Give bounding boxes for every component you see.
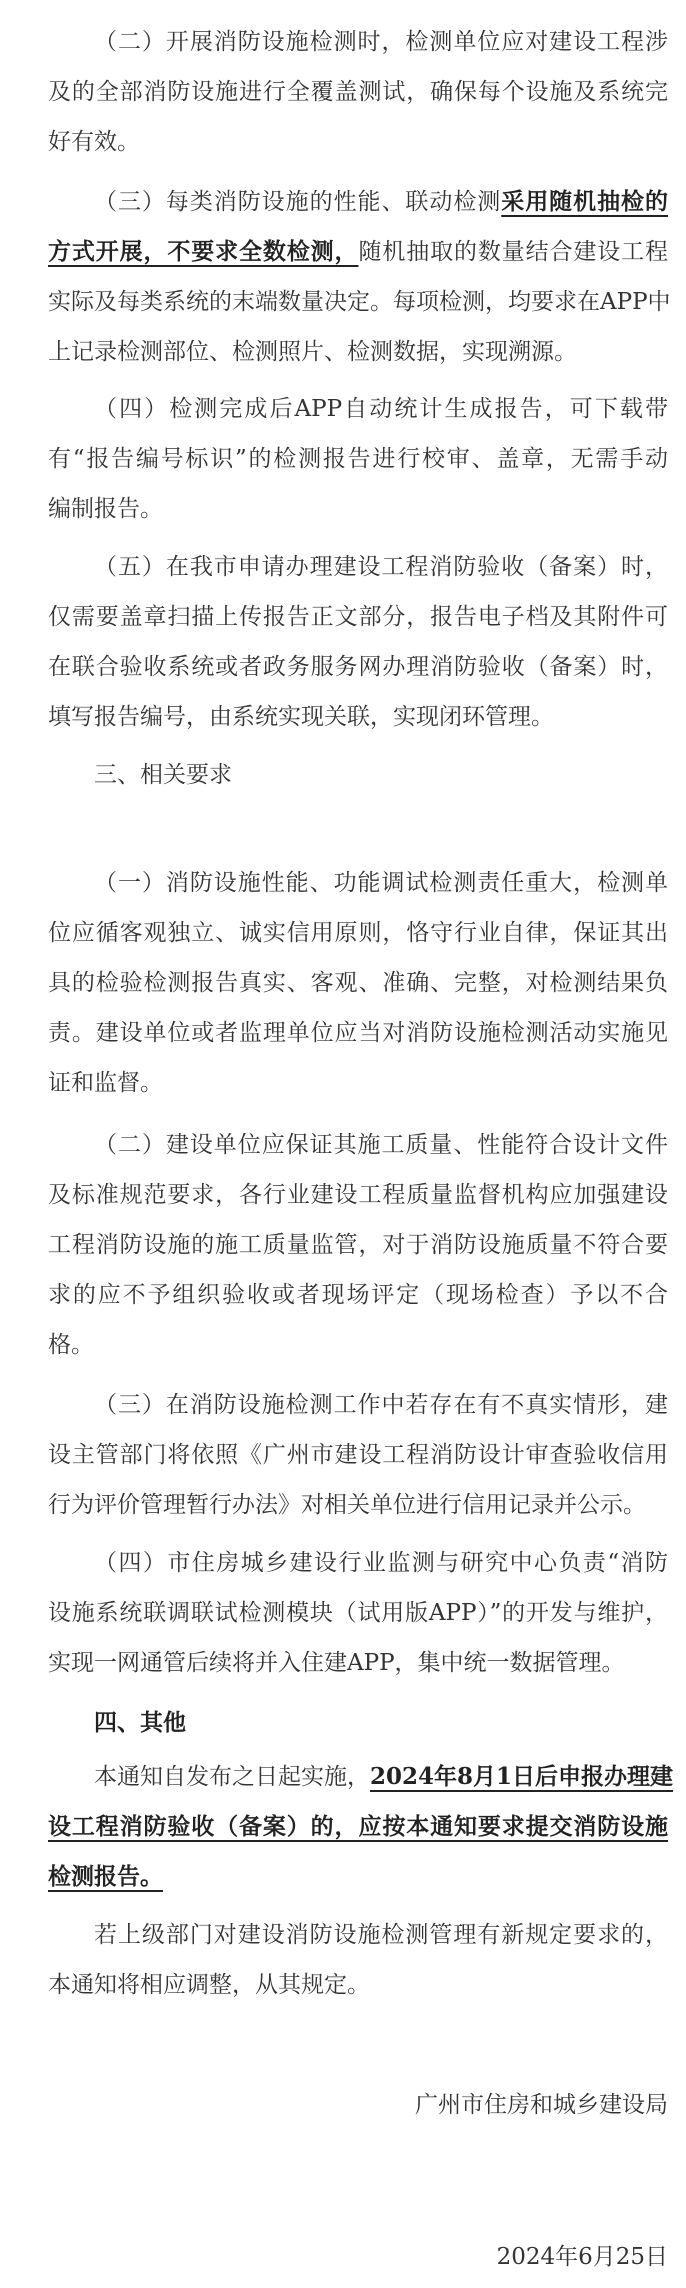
text-line: （五）在我市申请办理建设工程消防验收（备案）时，: [94, 554, 668, 580]
text-line: 实际及每类系统的末端数量决定。每项检测，均要求在APP中: [48, 289, 671, 315]
section-heading-4: 四、其他: [94, 1709, 186, 1736]
text-span: （三）每类消防设施的性能、联动检测: [94, 189, 502, 215]
text-line: 实现一网通管后续将并入住建APP，集中统一数据管理。: [48, 1650, 625, 1676]
emphasis-text: 2024年8月1日后申报办理建: [370, 1763, 674, 1790]
text-line: 格。: [48, 1332, 94, 1358]
text-line: 编制报告。: [48, 496, 163, 522]
text-span: 随机抽取的数量结合建设工程: [358, 239, 669, 265]
text-line: （四）市住房城乡建设行业监测与研究中心负责“消防: [94, 1550, 668, 1576]
issuing-organization: 广州市住房和城乡建设局: [415, 2092, 668, 2118]
text-line: （一）消防设施性能、功能调试检测责任重大，检测单: [94, 870, 668, 896]
text-line: 求的应不予组织验收或者现场评定（现场检查）予以不合: [48, 1282, 668, 1308]
emphasis-text-line: 设工程消防验收（备案）的，应按本通知要求提交消防设施: [48, 1813, 668, 1840]
text-line: 证和监督。: [48, 1070, 163, 1096]
other-paragraph-1: [48, 1752, 674, 1902]
text-line: [48, 227, 668, 277]
text-line: （二）开展消防设施检测时，检测单位应对建设工程涉: [94, 29, 668, 55]
text-line: 及的全部消防设施进行全覆盖测试，确保每个设施及系统完: [48, 79, 668, 105]
requirement-item-1: [48, 858, 668, 1108]
emphasis-text: 方式开展，不要求全数检测，: [48, 238, 359, 265]
text-line: 本通知将相应调整，从其规定。: [48, 1972, 370, 1998]
text-line: 及标准规范要求，各行业建设工程质量监督机构应加强建设: [48, 1182, 668, 1208]
text-line: 好有效。: [48, 129, 140, 155]
emphasis-text: 检测报告。: [48, 1863, 163, 1890]
text-line: 有“报告编号标识”的检测报告进行校审、盖章，无需手动: [48, 446, 668, 472]
requirement-item-2: [48, 1120, 668, 1370]
paragraph-item-2: [48, 17, 668, 167]
text-line: 上记录检测部位、检测照片、检测数据，实现溯源。: [48, 339, 577, 365]
text-line: 若上级部门对建设消防设施检测管理有新规定要求的，: [94, 1922, 668, 1948]
text-line: 在联合验收系统或者政务服务网办理消防验收（备案）时，: [48, 654, 668, 680]
other-paragraph-2: [48, 1910, 668, 2010]
text-line: 行为评价管理暂行办法》对相关单位进行信用记录并公示。: [48, 1492, 646, 1518]
emphasis-text: 采用随机抽检的: [501, 188, 669, 215]
text-line: 位应循客观独立、诚实信用原则，恪守行业自律，保证其出: [48, 920, 668, 946]
text-line: [48, 1752, 674, 1802]
section-heading-3: 三、相关要求: [94, 762, 232, 788]
text-span: 本通知自发布之日起实施，: [94, 1764, 370, 1790]
text-line: （四）检测完成后APP自动统计生成报告，可下载带: [94, 396, 668, 422]
paragraph-item-4: [48, 384, 668, 534]
issue-date: 2024年6月25日: [496, 2244, 668, 2270]
text-line: 工程消防设施的施工质量监管，对于消防设施质量不符合要: [48, 1232, 668, 1258]
text-line: 具的检验检测报告真实、客观、准确、完整，对检测结果负: [48, 970, 668, 996]
text-line: 填写报告编号，由系统实现关联，实现闭环管理。: [48, 704, 554, 730]
text-line: [48, 1852, 668, 1902]
text-line: [48, 177, 668, 227]
requirement-item-4: [48, 1538, 668, 1688]
text-line: 仅需要盖章扫描上传报告正文部分，报告电子档及其附件可: [48, 604, 668, 630]
paragraph-item-5: [48, 542, 668, 742]
text-line: 设主管部门将依照《广州市建设工程消防设计审查验收信用: [48, 1442, 668, 1468]
text-line: 设施系统联调联试检测模块（试用版APP）”的开发与维护，: [48, 1600, 668, 1626]
requirement-item-3: [48, 1380, 668, 1530]
text-line: （三）在消防设施检测工作中若存在有不真实情形，建: [94, 1392, 668, 1418]
paragraph-item-3: [48, 177, 671, 377]
text-line: （二）建设单位应保证其施工质量、性能符合设计文件: [94, 1132, 668, 1158]
text-line: 责。建设单位或者监理单位应当对消防设施检测活动实施见: [48, 1020, 668, 1046]
